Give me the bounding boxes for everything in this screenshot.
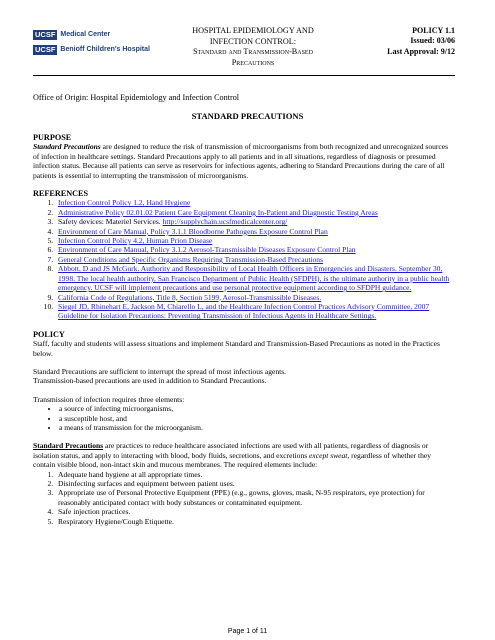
- issued-date: Issued: 03/06: [410, 36, 455, 46]
- reference-link[interactable]: Infection Control Policy 4.2, Human Prion Disease: [58, 236, 213, 246]
- ucsf-mark-2: UCSF: [35, 44, 56, 54]
- purpose-heading: PURPOSE: [33, 133, 72, 142]
- policy-heading: POLICY: [33, 329, 65, 339]
- policy-paragraph: Standard Precautions are sufficient to interrupt the spread of most infectious agents.: [33, 366, 287, 376]
- header-title-line: HOSPITAL EPIDEMIOLOGY AND: [192, 26, 314, 35]
- policy-number: POLICY 1.1: [412, 26, 455, 35]
- reference-item[interactable]: [55, 198, 455, 207]
- document-body: [33, 133, 455, 526]
- purpose-body: are designed to reduce the risk of transmission of microorganisms from both recognized and unrecognized sources of infection in healthcare settings. Standard Precautions apply to all patients and in all situations, regardless of diagnosis or presumed infection status. Because all patients can serve as reservoirs for infectious agents, adhering to Standard Precautions during the care of all patients is essential to interrupting the transmission of microorganisms.: [33, 142, 449, 180]
- list-item: • a means of transmission for the microorganism.: [59, 423, 455, 432]
- standard-precautions-lead: Standard Precautions: [33, 441, 104, 451]
- policy-paragraph: Staff, faculty and students will assess situations and implement Standard and Transmission-Based Precautions as noted in the Practices below.: [33, 339, 440, 358]
- references-list: [33, 198, 455, 320]
- purpose-lead: Standard Precautions: [33, 142, 101, 152]
- list-item: • a susceptible host, and: [59, 414, 455, 423]
- reference-link[interactable]: Abbott, D and JS McGurk. Authority and Responsibility of Local Health Officers in Emergencies and Disasters. September 30, 1998. The local health authority, San Francisco Department of Public Health (SFDPH), is the ultimate authority in a public health emergency. UCSF will implement precautions and use personal protective equipment according to SFDPH guidance.: [58, 264, 450, 293]
- approval-date: Last Approval: 9/12: [387, 46, 455, 56]
- reference-item[interactable]: [55, 255, 455, 264]
- header-title: [168, 26, 338, 68]
- reference-item[interactable]: [55, 293, 455, 302]
- logo-childrens-hospital: Benioff Children's Hospital: [60, 45, 150, 53]
- office-of-origin: Office of Origin: Hospital Epidemiology and Infection Control: [33, 93, 240, 102]
- list-item: 5. Respiratory Hygiene/Cough Etiquette.: [55, 517, 455, 526]
- ucsf-mark: UCSF: [35, 29, 56, 39]
- required-elements-list: [33, 470, 455, 526]
- reference-item[interactable]: [55, 208, 455, 217]
- reference-link[interactable]: California Code of Regulations, Title 8, Section 5199, Aerosol-Transmissible Diseases.: [58, 292, 322, 302]
- reference-item[interactable]: [55, 302, 455, 321]
- reference-link[interactable]: Infection Control Policy 1.2, Hand Hygiene: [58, 198, 191, 208]
- header-divider: [33, 75, 455, 76]
- reference-item[interactable]: [55, 236, 455, 245]
- reference-item[interactable]: [55, 264, 455, 292]
- reference-item[interactable]: [55, 227, 455, 236]
- reference-text: Safety devices: Materiel Services.: [58, 217, 163, 227]
- reference-link[interactable]: Administrative Policy 02.01.02 Patient Care Equipment Cleaning In-Patient and Diagnostic Testing Areas: [58, 207, 378, 217]
- reference-link[interactable]: http://supplychain.ucsfmedicalcenter.org/: [162, 217, 288, 227]
- logo-medical-center: Medical Center: [60, 30, 111, 38]
- reference-link[interactable]: General Conditions and Specific Organisms Requiring Transmission-Based Precautions: [58, 254, 324, 264]
- reference-item: [55, 217, 455, 226]
- reference-item[interactable]: [55, 245, 455, 254]
- page-number: Page 1 of 11: [227, 628, 268, 635]
- header-title-line: INFECTION CONTROL:: [209, 36, 297, 46]
- header-title-line: Standard and Transmission-Based: [193, 47, 313, 57]
- policy-paragraph: Transmission-based precautions are used in addition to Standard Precautions.: [33, 376, 267, 386]
- reference-link[interactable]: Environment of Care Manual, Policy 3.1.1 Bloodborne Pathogens Exposure Control Plan: [58, 226, 328, 236]
- header-title-line: Precautions: [231, 57, 275, 67]
- list-item: • a source of infecting microorganisms,: [59, 404, 455, 413]
- standard-precautions-paragraph: [33, 441, 455, 469]
- references-heading: REFERENCES: [33, 189, 89, 199]
- policy-paragraph: Transmission of infection requires three elements:: [33, 394, 185, 404]
- list-item: 1. Adequate hand hygiene at all appropriate times.: [55, 470, 455, 479]
- reference-link[interactable]: Environment of Care Manual, Policy 3.1.2 Aerosol-Transmissible Diseases Exposure Control Plan: [58, 245, 356, 255]
- policy-info: [387, 26, 455, 57]
- paragraph-emphasis: except sweat: [309, 450, 348, 460]
- paragraph-text: are practices to reduce healthcare associated infections are used with all patients, regardless of diagnosis or isolation status, and apply to interacting with blood, body fluids, secretions, and excretions: [33, 441, 429, 460]
- transmission-elements-list: [33, 404, 455, 432]
- document-title: STANDARD PRECAUTIONS: [191, 111, 304, 121]
- ucsf-logo: [33, 28, 168, 56]
- list-item: 3. Appropriate use of Personal Protective Equipment (PPE) (e.g., gowns, gloves, mask, N-95 respirators, eye protection) for reasonably anticipated contact with body substances or contaminated equipment.: [55, 488, 455, 507]
- list-item: 4. Safe injection practices.: [55, 507, 455, 516]
- purpose-text: [33, 142, 455, 180]
- list-item: 2. Disinfecting surfaces and equipment between patient uses.: [55, 479, 455, 488]
- reference-link[interactable]: Siegel JD, Rhinehart E, Jackson M, Chiarello L, and the Healthcare Infection Control Practices Advisory Committee, 2007 Guideline for Isolation Precautions: Preventing Transmission of Infectious Agents in Healthcare Settings.: [58, 301, 430, 321]
- paragraph-text: , regardless of whether they contain visible blood, non-intact skin and mucous membranes. The required elements include:: [33, 450, 432, 470]
